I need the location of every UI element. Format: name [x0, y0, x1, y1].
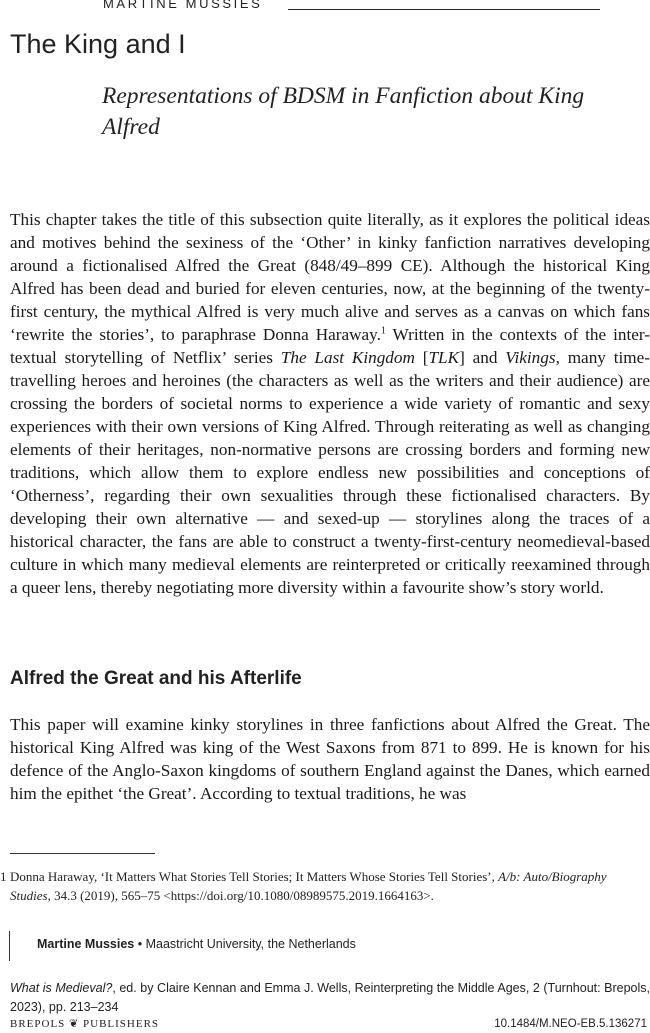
citation-details: , ed. by Claire Kennan and Emma J. Wells, Reinterpreting the Middle Ages, 2 (Turnhout: Brepols, 2023), pp. 213–234: [10, 981, 650, 1014]
book-citation: [10, 979, 650, 1017]
affiliation-institution: Maastricht University, the Netherlands: [145, 937, 356, 951]
intro-text-c: [: [414, 348, 429, 367]
intro-text-a: This chapter takes the title of this subsection quite literally, as it explores the political ideas and motives behind the sexiness of the ‘Other’ in kinky fanfiction narratives developing around a fictionalised Alfred the Great (848/49–899 CE). Although the historical King Alfred has been dead and buried for eleven centuries, now, at the beginning of the twenty-first century, the mythical Alfred is very much alive and serves as a canvas on which fans ‘rewrite the stories’, to paraphrase Donna Haraway.: [10, 210, 650, 344]
footnote-rule: [10, 853, 155, 854]
footnote-journal: A/b: Auto/Biography Studies: [10, 869, 607, 903]
author-affiliation: [37, 937, 356, 951]
footnote-number: 1: [0, 869, 7, 884]
intro-text-d: ] and: [459, 348, 506, 367]
affiliation-name: Martine Mussies: [37, 937, 135, 951]
chapter-title: The King and I: [10, 29, 186, 59]
running-head-author: MARTINE MUSSIES: [103, 0, 263, 11]
series-title-tlk: The Last Kingdom: [280, 348, 415, 367]
footnote-text-b: , 34.3 (2019), 565–75 <https://doi.org/10.1080/08989575.2019.1664163>.: [47, 888, 434, 903]
section-heading: Alfred the Great and his Afterlife: [10, 668, 302, 689]
paragraph-intro: [10, 208, 650, 599]
affiliation-bar: [9, 931, 10, 961]
header-rule: [288, 9, 600, 10]
citation-book-title: What is Medieval?: [10, 981, 113, 995]
footnote-ref[interactable]: 1: [380, 325, 386, 337]
series-abbr-tlk: TLK: [428, 348, 460, 367]
footnote-text-a: Donna Haraway, ‘It Matters What Stories Tell Stories; It Matters Whose Stories Tell Stories’,: [10, 869, 499, 884]
footnote: [0, 867, 640, 905]
chapter-subtitle: Representations of BDSM in Fanfiction about King Alfred: [102, 83, 585, 140]
paragraph-section: This paper will examine kinky storylines in three fanfictions about Alfred the Great. The historical King Alfred was king of the West Saxons from 871 to 899. He is known for his defence of the Anglo-Saxon kingdoms of southern England against the Danes, which earned him the epithet ‘the Great’. According to textual traditions, he was: [10, 715, 650, 803]
publisher-logo: BREPOLS ❦ PUBLISHERS: [10, 1018, 160, 1030]
intro-text-b: Written in the contexts of the inter-textual storytelling of Netflix’ series: [10, 325, 650, 367]
doi-label[interactable]: 10.1484/M.NEO-EB.5.136271: [494, 1018, 647, 1030]
intro-text-e: , many time-travelling heroes and heroines (the characters as well as the writers and their audience) are crossing the borders of societal norms to experience a wide variety of romantic and sexy experiences with their own versions of King Alfred. Through reiterating as well as changing elements of their heritages, non-normative persons are crossing borders and forming new traditions, which allow them to explore endless new possibilities and conceptions of ‘Otherness’, regarding their own sexualities through these fictionalised characters. By developing their own alternative — and sexed-up — storylines along the traces of a historical character, the fans are able to construct a twenty-first-century neomedieval-based culture in which many medieval elements are reinterpreted or critically reexamined through a queer lens, thereby negotiating more diversity within a favourite show’s story world.: [10, 348, 650, 597]
affiliation-separator: •: [134, 937, 146, 951]
series-title-vikings: Vikings: [505, 348, 556, 367]
